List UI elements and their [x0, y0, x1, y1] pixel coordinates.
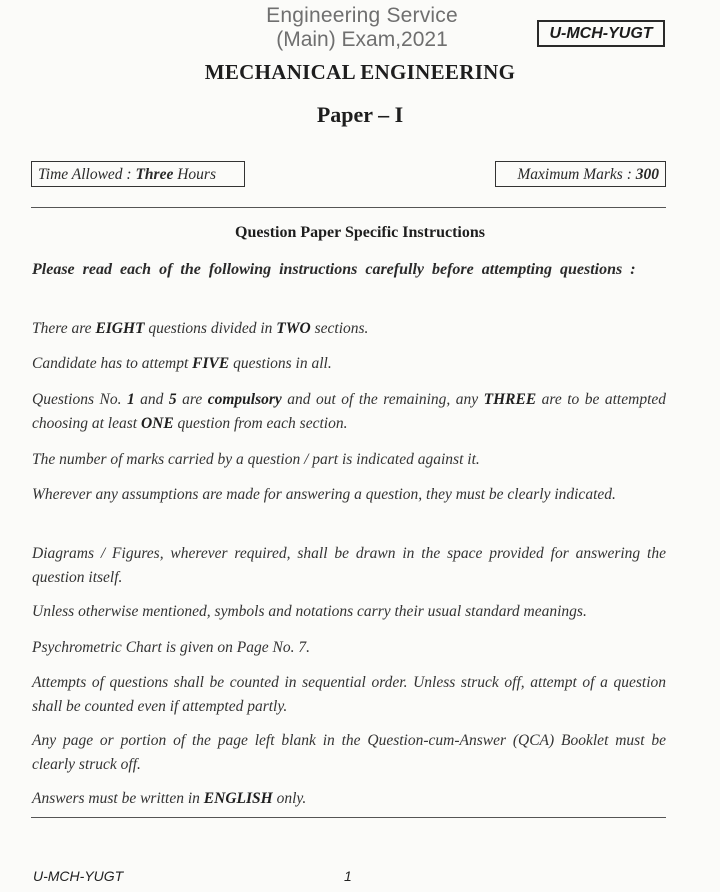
emphasis-run: EIGHT: [95, 320, 145, 337]
text-run: are to be attempted choosing at least: [32, 391, 667, 432]
text-run: sections.: [310, 320, 369, 337]
instructions-lead: Please read each of the following instructions carefully before attempting questions :: [32, 261, 636, 278]
text-run: question from each section.: [173, 415, 348, 432]
paper-code-box: U-MCH-YUGT: [537, 20, 665, 47]
emphasis-run: ONE: [140, 415, 174, 432]
instruction-language: [32, 787, 666, 811]
divider-bottom: [31, 817, 666, 818]
emphasis-run: compulsory: [207, 391, 282, 408]
instruction-marks: The number of marks carried by a question / part is indicated against it.: [32, 451, 480, 468]
emphasis-run: ENGLISH: [203, 790, 273, 807]
time-label: Time Allowed :: [38, 166, 132, 183]
instruction-attempt-count: [32, 352, 666, 376]
time-allowed-box: [31, 161, 245, 187]
exam-name-line2: (Main) Exam,2021: [276, 28, 448, 51]
text-run: questions in all.: [229, 355, 332, 372]
footer-page-number: 1: [344, 868, 352, 884]
emphasis-run: 1: [126, 391, 135, 408]
instruction-blank-pages: Any page or portion of the page left blank in the Question-cum-Answer (QCA) Booklet must be clearly struck off.: [32, 732, 666, 773]
time-unit: Hours: [177, 166, 216, 183]
instruction-symbols: Unless otherwise mentioned, symbols and notations carry their usual standard meanings.: [32, 603, 587, 620]
footer-paper-code: U-MCH-YUGT: [33, 868, 124, 884]
marks-label: Maximum Marks :: [517, 166, 632, 183]
instructions-heading: Question Paper Specific Instructions: [235, 224, 485, 241]
instruction-diagrams: Diagrams / Figures, wherever required, shall be drawn in the space provided for answering the question itself.: [32, 545, 666, 586]
text-run: There are: [32, 320, 96, 337]
instruction-sections: [32, 317, 666, 341]
text-run: Candidate has to attempt: [32, 355, 193, 372]
divider-top: [31, 207, 666, 208]
text-run: questions divided in: [144, 320, 277, 337]
text-run: are: [176, 391, 208, 408]
paper-title: Paper – I: [316, 102, 404, 127]
text-run: Questions No.: [32, 391, 127, 408]
emphasis-run: TWO: [276, 320, 311, 337]
marks-value: 300: [635, 166, 659, 183]
time-value: Three: [135, 166, 174, 183]
text-run: and: [134, 391, 169, 408]
text-run: Answers must be written in: [32, 790, 204, 807]
emphasis-run: 5: [168, 391, 177, 408]
instruction-sequential-order: Attempts of questions shall be counted in sequential order. Unless struck off, attempt of a question shall be counted even if attempted partly.: [32, 674, 666, 715]
instruction-assumptions: Wherever any assumptions are made for answering a question, they must be clearly indicated.: [32, 486, 616, 503]
emphasis-run: THREE: [483, 391, 537, 408]
text-run: and out of the remaining, any: [281, 391, 484, 408]
instruction-compulsory-questions: [32, 388, 666, 436]
instruction-psychrometric-chart: Psychrometric Chart is given on Page No. 7.: [32, 639, 310, 656]
maximum-marks-box: [495, 161, 666, 187]
emphasis-run: FIVE: [192, 355, 230, 372]
subject-title: MECHANICAL ENGINEERING: [204, 60, 516, 84]
exam-title-stamp: [232, 4, 492, 52]
text-run: only.: [272, 790, 307, 807]
exam-name-line1: Engineering Service: [266, 4, 458, 27]
